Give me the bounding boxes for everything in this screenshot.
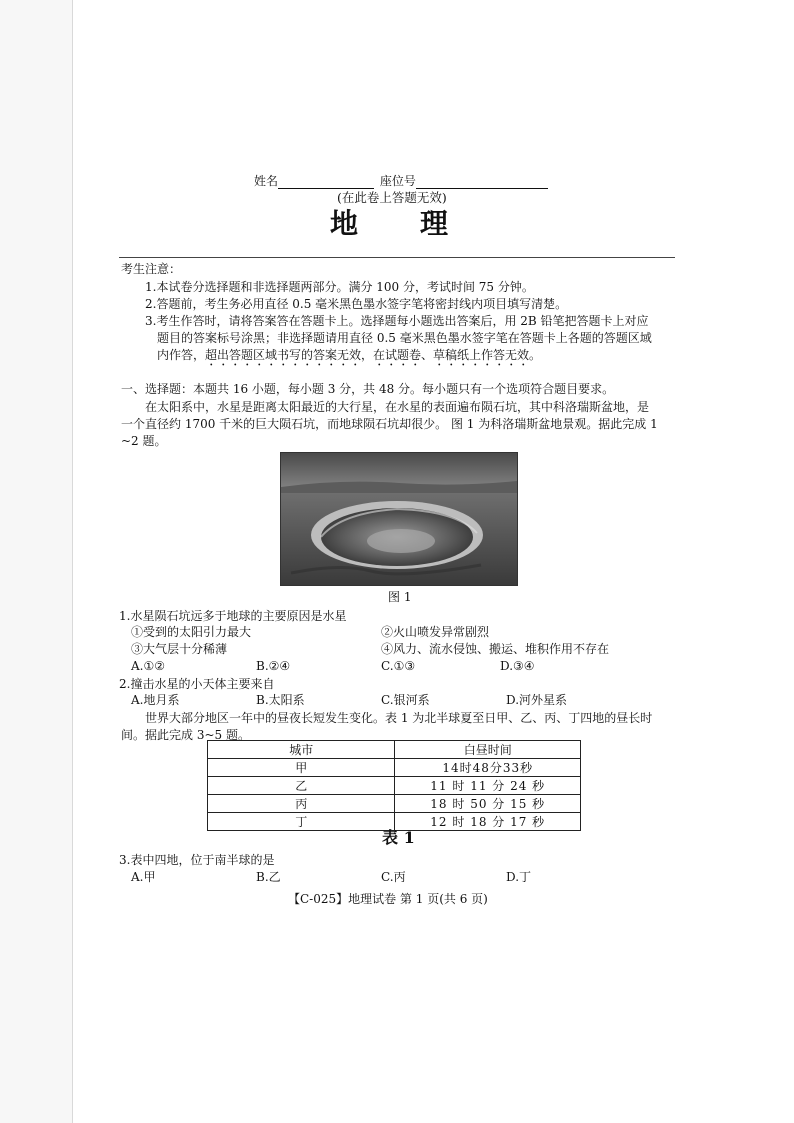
q3-option-b[interactable]: B.乙 (256, 870, 281, 884)
q1-statement-2: ②火山喷发异常剧烈 (381, 625, 490, 639)
notice-item-3-line-2: 题目的答案标号涂黑；非选择题请用直径 0.5 毫米黑色墨水签字笔在答题卡上各题的答题区域 (157, 331, 652, 345)
answer-invalid-note: (在此卷上答题无效) (337, 190, 447, 205)
name-seat-line (254, 173, 548, 189)
table-cell-time: 12 时 18 分 17 秒 (395, 813, 581, 831)
q1-option-c[interactable]: C.①③ (381, 659, 416, 673)
header-rule (119, 257, 675, 258)
table-row (208, 759, 581, 777)
table-cell-city: 丁 (208, 813, 395, 831)
name-label: 姓名 (254, 174, 279, 188)
q2-option-c[interactable]: C.银河系 (381, 693, 430, 707)
notice-item-3-plain: 内作答， (157, 348, 206, 362)
notice-item-3-emphasis: 超出答题区域书写的答案无效，在试题卷、草稿纸上作答无效。 (205, 348, 542, 362)
passage-1-line-3: ~2 题。 (121, 434, 167, 448)
table-header-city: 城市 (208, 741, 395, 759)
section-1-heading: 一、选择题：本题共 16 小题，每小题 3 分，共 48 分。每小题只有一个选项符合题目要求。 (121, 382, 615, 396)
seat-blank[interactable] (416, 175, 548, 189)
question-3-stem: 3.表中四地，位于南半球的是 (119, 853, 275, 867)
q1-option-a[interactable]: A.①② (131, 659, 165, 673)
notice-title: 考生注意： (121, 262, 182, 276)
q1-statement-1: ①受到的太阳引力最大 (131, 625, 252, 639)
left-gutter (0, 0, 73, 1123)
daylight-table (207, 740, 581, 831)
table-row (208, 777, 581, 795)
table-cell-city: 甲 (208, 759, 395, 777)
q2-option-d[interactable]: D.河外星系 (506, 693, 568, 707)
q1-statement-4: ④风力、流水侵蚀、搬运、堆积作用不存在 (381, 642, 610, 656)
page-footer: 【C-025】地理试卷 第 1 页(共 6 页) (288, 892, 488, 906)
table-header-daylight: 白昼时间 (395, 741, 581, 759)
passage-1-line-2: 一个直径约 1700 千米的巨大陨石坑，而地球陨石坑却很少。 图 1 为科洛瑞斯盆地景观。据此完成 1 (121, 417, 658, 431)
notice-item-2: 2.答题前，考生务必用直径 0.5 毫米黑色墨水签字笔将密封线内项目填写清楚。 (145, 297, 568, 311)
table-cell-time: 11 时 11 分 24 秒 (395, 777, 581, 795)
q3-option-a[interactable]: A.甲 (131, 870, 156, 884)
table-header-row (208, 741, 581, 759)
table-1-caption: 表 1 (382, 828, 415, 847)
q2-option-b[interactable]: B.太阳系 (256, 693, 305, 707)
table-cell-time: 18 时 50 分 15 秒 (395, 795, 581, 813)
seat-label: 座位号 (379, 174, 416, 188)
crater-image (281, 453, 517, 585)
table-row (208, 795, 581, 813)
table-cell-city: 乙 (208, 777, 395, 795)
passage-1-line-1: 在太阳系中，水星是距离太阳最近的大行星，在水星的表面遍布陨石坑，其中科洛瑞斯盆地，是 (145, 400, 650, 414)
question-2-stem: 2.撞击水星的小天体主要来自 (119, 677, 275, 691)
notice-item-3-line-3 (157, 347, 541, 369)
q1-option-d[interactable]: D.③④ (500, 659, 535, 673)
q1-statement-3: ③大气层十分稀薄 (131, 642, 228, 656)
name-blank[interactable] (278, 175, 374, 189)
q3-option-d[interactable]: D.丁 (506, 870, 532, 884)
table-cell-city: 丙 (208, 795, 395, 813)
figure-1-caption: 图 1 (388, 590, 412, 604)
q3-option-c[interactable]: C.丙 (381, 870, 406, 884)
q2-option-a[interactable]: A.地月系 (131, 693, 180, 707)
q1-option-b[interactable]: B.②④ (256, 659, 291, 673)
notice-item-3-line-1: 3.考生作答时，请将答案答在答题卡上。选择题每小题选出答案后，用 2B 铅笔把答题卡上对应 (145, 314, 649, 328)
crater-photo (280, 452, 518, 586)
passage-2-line-1: 世界大部分地区一年中的昼夜长短发生变化。表 1 为北半球夏至日甲、乙、丙、丁四地的昼长时 (145, 711, 653, 725)
passage-2-line-2: 间。据此完成 3~5 题。 (121, 728, 250, 742)
notice-item-1: 1.本试卷分选择题和非选择题两部分。满分 100 分，考试时间 75 分钟。 (145, 280, 534, 294)
table-cell-time: 14时48分33秒 (395, 759, 581, 777)
question-1-stem: 1.水星陨石坑远多于地球的主要原因是水星 (119, 609, 347, 623)
subject-title: 地 理 (330, 207, 451, 240)
